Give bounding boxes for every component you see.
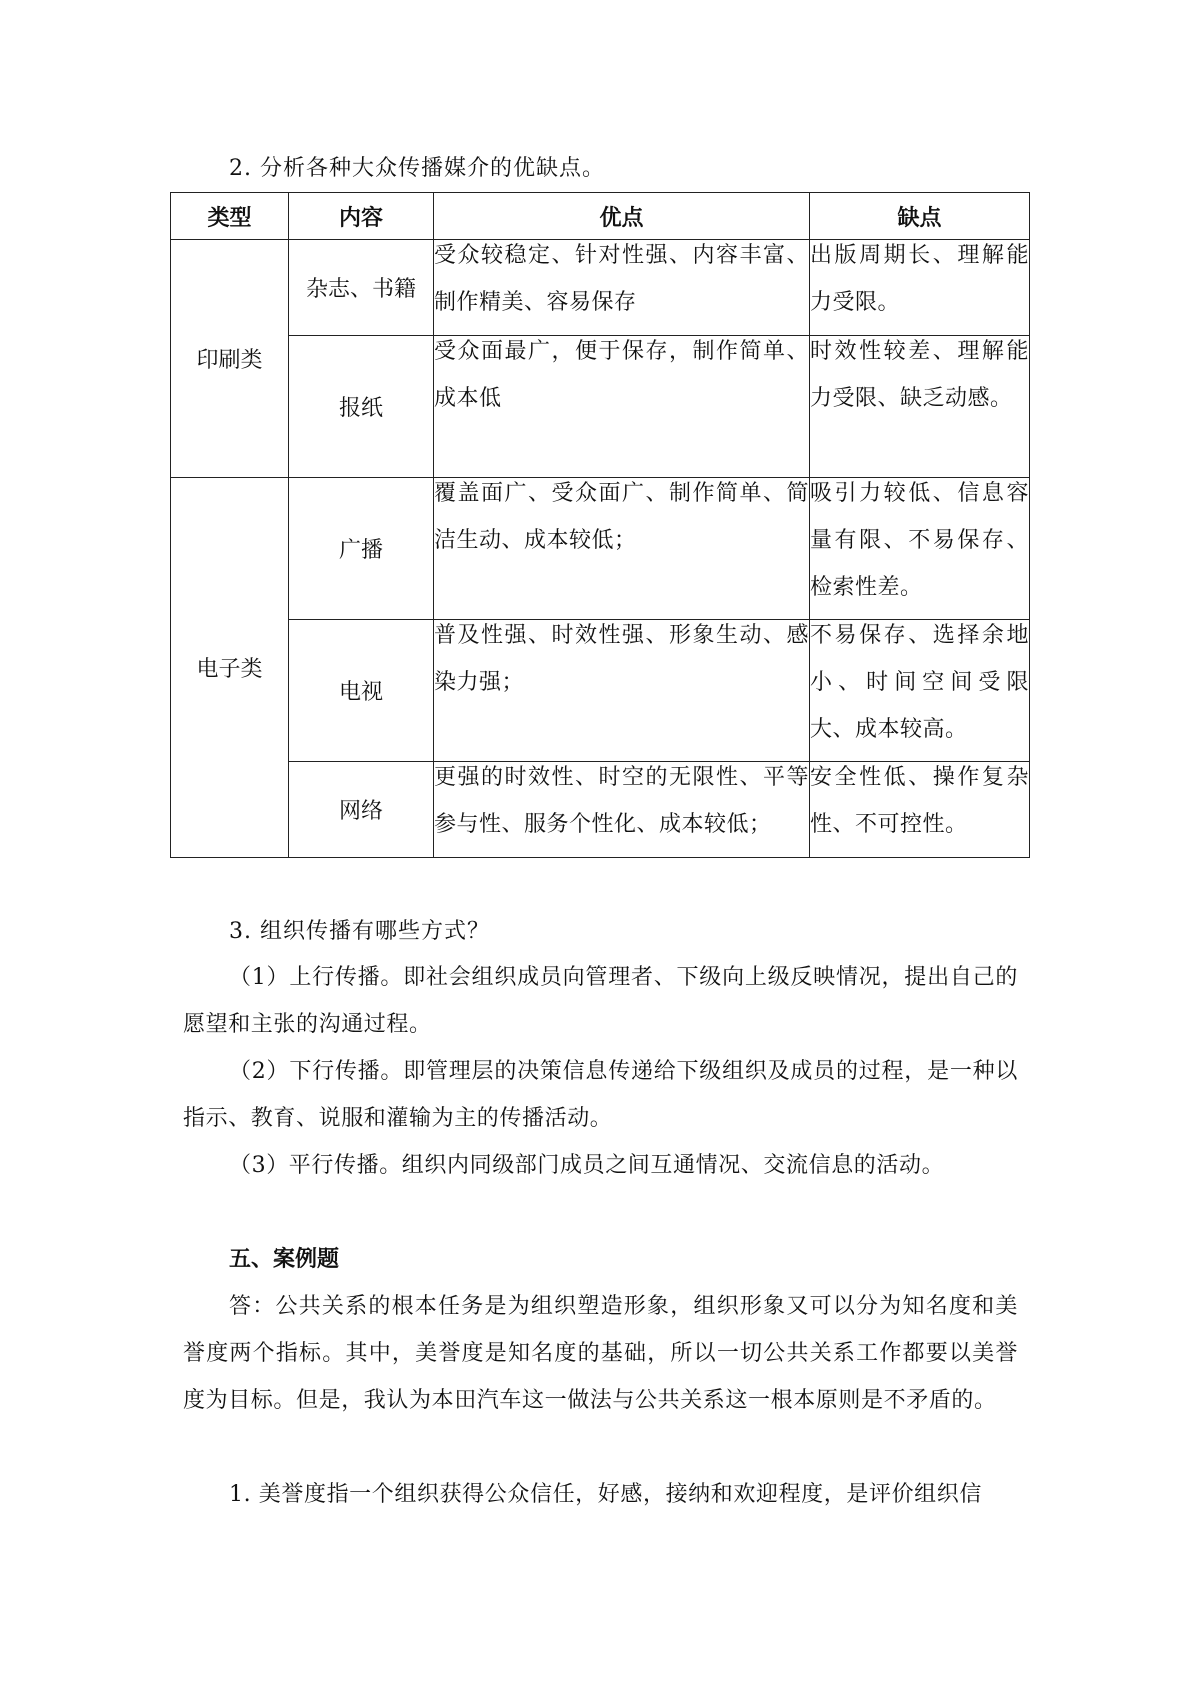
table-row — [171, 762, 1030, 858]
header-content: 内容 — [289, 193, 434, 240]
pros-cell — [434, 478, 810, 620]
cons-cell — [810, 336, 1030, 478]
question-3-title: 3. 组织传播有哪些方式？ — [229, 919, 490, 944]
table-row — [171, 620, 1030, 762]
q3-item-1: （1）上行传播。即社会组织成员向管理者、下级向上级反映情况，提出自己的愿望和主张的沟通过程。 — [183, 965, 1018, 1037]
pros-text: 受众较稳定、针对性强、内容丰富、制作精美、容易保存 — [434, 243, 809, 315]
cons-cell — [810, 478, 1030, 620]
content-cell: 广播 — [289, 478, 434, 620]
cons-cell — [810, 240, 1030, 336]
media-comparison-table — [170, 192, 1030, 858]
header-type: 类型 — [171, 193, 289, 240]
cons-cell — [810, 762, 1030, 858]
content-cell: 电视 — [289, 620, 434, 762]
q3-item-2: （2）下行传播。即管理层的决策信息传递给下级组织及成员的过程，是一种以指示、教育、说服和灌输为主的传播活动。 — [183, 1059, 1018, 1131]
content-cell: 网络 — [289, 762, 434, 858]
q3-item-3: （3）平行传播。组织内同级部门成员之间互通情况、交流信息的活动。 — [229, 1153, 945, 1178]
cons-text: 吸引力较低、信息容量有限、不易保存、检索性差。 — [810, 481, 1029, 600]
cons-text: 时效性较差、理解能力受限、缺乏动感。 — [810, 339, 1029, 411]
question-2-title: 2. 分析各种大众传播媒介的优缺点。 — [229, 156, 605, 181]
pros-text: 普及性强、时效性强、形象生动、感染力强； — [434, 623, 809, 695]
cons-cell — [810, 620, 1030, 762]
section-5-answer: 答：公共关系的根本任务是为组织塑造形象，组织形象又可以分为知名度和美誉度两个指标。其中，美誉度是知名度的基础，所以一切公共关系工作都要以美誉度为目标。但是，我认为本田汽车这一做法与公共关系这一根本原则是不矛盾的。 — [183, 1294, 1018, 1413]
pros-cell — [434, 240, 810, 336]
content-cell: 报纸 — [289, 336, 434, 478]
pros-text: 更强的时效性、时空的无限性、平等参与性、服务个性化、成本较低； — [434, 765, 809, 837]
pros-cell — [434, 336, 810, 478]
header-cons: 缺点 — [810, 193, 1030, 240]
section-5-heading: 五、案例题 — [229, 1247, 340, 1272]
table-row — [171, 240, 1030, 336]
content-cell: 杂志、书籍 — [289, 240, 434, 336]
type-cell: 电子类 — [171, 478, 289, 858]
header-pros: 优点 — [434, 193, 810, 240]
pros-cell — [434, 620, 810, 762]
pros-text: 受众面最广，便于保存，制作简单、成本低 — [434, 339, 809, 411]
table-row — [171, 478, 1030, 620]
section-5-point-1: 1. 美誉度指一个组织获得公众信任，好感，接纳和欢迎程度，是评价组织信 — [229, 1482, 982, 1507]
cons-text: 出版周期长、理解能力受限。 — [810, 243, 1029, 315]
pros-text: 覆盖面广、受众面广、制作简单、简洁生动、成本较低； — [434, 481, 809, 553]
type-cell: 印刷类 — [171, 240, 289, 478]
cons-text: 安全性低、操作复杂性、不可控性。 — [810, 765, 1029, 837]
cons-text: 不易保存、选择余地小、时间空间受限大、成本较高。 — [810, 623, 1029, 742]
table-row — [171, 336, 1030, 478]
pros-cell — [434, 762, 810, 858]
